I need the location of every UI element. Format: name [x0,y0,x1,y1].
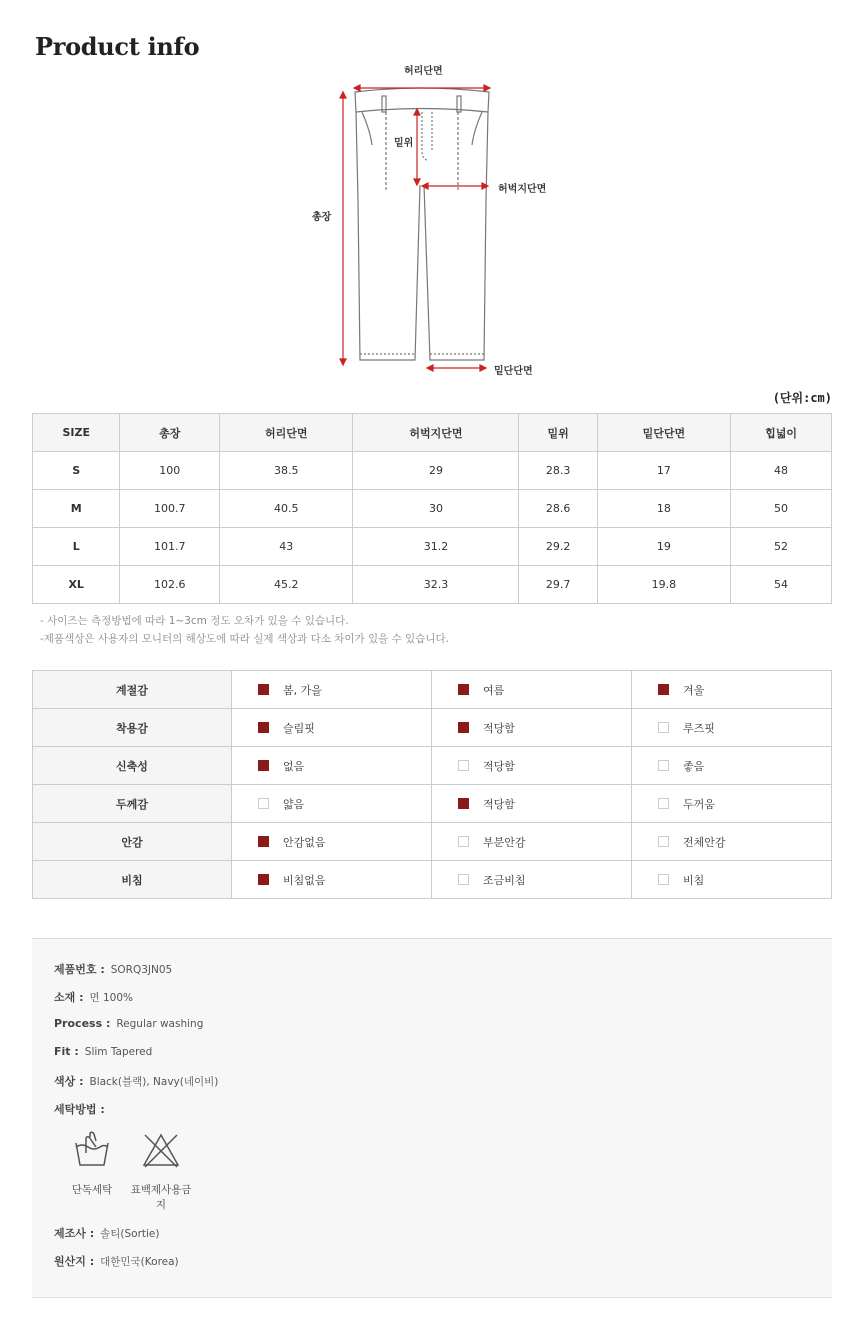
size-header-cell: 밑위 [519,414,597,452]
feel-option-label: 조금비침 [483,873,526,887]
fit-label: Fit : [54,1045,79,1058]
size-cell: 29 [353,452,519,490]
size-table [32,413,832,604]
product-no-label: 제품번호 : [54,963,105,976]
color-value: Black(블랙), Navy(네이비) [89,1076,219,1088]
checked-box-icon [658,684,669,695]
size-cell: 29.2 [519,528,597,566]
feel-option [432,823,632,861]
origin-label: 원산지 : [54,1255,95,1268]
feel-option-label: 적당함 [483,797,515,811]
checked-box-icon [458,722,469,733]
product-no-row [54,961,172,977]
feel-category: 착용감 [33,709,232,747]
feel-category: 신축성 [33,747,232,785]
size-cell: 48 [731,452,832,490]
feel-option-label: 겨울 [683,683,705,697]
feel-option [432,861,632,899]
feel-option [432,709,632,747]
unchecked-box-icon [658,874,669,885]
no-bleach-icon [141,1131,181,1171]
checked-box-icon [458,798,469,809]
size-cell: 100 [120,452,220,490]
feel-option [632,823,832,861]
feel-option-label: 루즈핏 [683,721,715,735]
wash-label: 세탁방법 : [54,1103,105,1116]
size-cell: 40.5 [220,490,353,528]
feel-option-label: 전체안감 [683,835,726,849]
origin-row [54,1253,179,1269]
size-cell: XL [33,566,120,604]
feel-row [33,785,832,823]
product-details [32,938,832,1298]
feel-row [33,861,832,899]
label-rise: 밑위 [394,138,414,149]
feel-option [232,709,432,747]
size-cell: 17 [597,452,730,490]
maker-row [54,1225,160,1241]
size-cell: 29.7 [519,566,597,604]
size-cell: 28.3 [519,452,597,490]
feel-option-label: 적당함 [483,721,515,735]
feel-option-label: 안감없음 [283,835,326,849]
feel-option [232,671,432,709]
feel-row [33,709,832,747]
table-row [33,566,832,604]
hand-wash-icon [72,1131,112,1171]
checked-box-icon [258,722,269,733]
feel-option [632,785,832,823]
size-cell: 102.6 [120,566,220,604]
size-cell: 18 [597,490,730,528]
size-cell: 28.6 [519,490,597,528]
unchecked-box-icon [458,874,469,885]
feel-option [432,747,632,785]
feel-option-label: 얇음 [283,797,305,811]
feel-option [632,671,832,709]
product-no-value: SORQ3JN05 [110,964,173,976]
feel-option [632,747,832,785]
feel-category: 계절감 [33,671,232,709]
color-row [54,1073,218,1089]
label-thigh: 허벅지단면 [498,184,547,195]
size-header-cell: 밑단단면 [597,414,730,452]
origin-value: 대한민국(Korea) [100,1256,179,1268]
size-cell: 32.3 [353,566,519,604]
material-label: 소재 : [54,991,84,1004]
feel-option [232,785,432,823]
process-value: Regular washing [116,1018,204,1030]
size-header-cell: SIZE [33,414,120,452]
wash-item-label: 단독세탁 [71,1184,113,1196]
label-hem: 밑단단면 [494,366,533,377]
unchecked-box-icon [258,798,269,809]
pants-diagram [0,0,864,400]
checked-box-icon [258,874,269,885]
feel-option-label: 슬림핏 [283,721,315,735]
feel-option [632,861,832,899]
wash-item [126,1131,196,1212]
feel-option-label: 비침 [683,873,705,887]
size-cell: 50 [731,490,832,528]
label-length: 총장 [312,212,332,223]
size-cell: 19 [597,528,730,566]
material-row [54,989,133,1005]
feel-option-label: 여름 [483,683,505,697]
unit-label: (단위:cm) [772,391,832,405]
table-row [33,528,832,566]
feel-option [232,823,432,861]
feel-option-label: 적당함 [483,759,515,773]
process-row [54,1017,203,1030]
feel-row [33,747,832,785]
size-cell: 52 [731,528,832,566]
unchecked-box-icon [458,760,469,771]
feel-category: 안감 [33,823,232,861]
feel-option-label: 부분안감 [483,835,526,849]
size-cell: L [33,528,120,566]
size-header-cell: 허리단면 [220,414,353,452]
feel-option-label: 비침없음 [283,873,326,887]
size-cell: 101.7 [120,528,220,566]
page-title: Product info [35,32,200,61]
unchecked-box-icon [658,722,669,733]
size-cell: 45.2 [220,566,353,604]
unchecked-box-icon [658,760,669,771]
size-cell: 19.8 [597,566,730,604]
fit-value: Slim Tapered [84,1046,153,1058]
wash-row [54,1101,105,1117]
feel-category: 두께감 [33,785,232,823]
pants-drawing [0,0,864,400]
size-cell: 43 [220,528,353,566]
size-cell: S [33,452,120,490]
feel-option [432,785,632,823]
material-value: 면 100% [89,992,133,1004]
maker-value: 솔티(Sortie) [100,1228,160,1240]
checked-box-icon [458,684,469,695]
feel-option-label: 좋음 [683,759,705,773]
feel-row [33,671,832,709]
size-cell: 54 [731,566,832,604]
checked-box-icon [258,760,269,771]
color-label: 색상 : [54,1075,84,1088]
unchecked-box-icon [658,798,669,809]
wash-item [62,1131,122,1197]
note-line: - 사이즈는 측정방법에 따라 1~3cm 정도 오차가 있을 수 있습니다. [40,615,349,627]
feel-table [32,670,832,899]
table-row [33,490,832,528]
note-line: -제품색상은 사용자의 모니터의 해상도에 따라 실제 색상과 다소 차이가 있을 수 있습니다. [40,633,449,645]
size-header-cell: 허벅지단면 [353,414,519,452]
maker-label: 제조사 : [54,1227,95,1240]
size-cell: 30 [353,490,519,528]
process-label: Process : [54,1017,111,1030]
size-table-header-row [33,414,832,452]
feel-category: 비침 [33,861,232,899]
feel-option-label: 두꺼움 [683,797,715,811]
feel-option-label: 없음 [283,759,305,773]
feel-option [432,671,632,709]
label-waist: 허리단면 [404,66,443,77]
size-notes [40,612,449,648]
table-row [33,452,832,490]
feel-option [632,709,832,747]
wash-item-label: 표백제사용금지 [130,1184,192,1211]
size-header-cell: 총장 [120,414,220,452]
checked-box-icon [258,836,269,847]
size-cell: 31.2 [353,528,519,566]
size-cell: 100.7 [120,490,220,528]
unchecked-box-icon [458,836,469,847]
size-cell: M [33,490,120,528]
feel-option [232,861,432,899]
fit-row [54,1045,152,1058]
feel-row [33,823,832,861]
feel-option [232,747,432,785]
size-header-cell: 힙넓이 [731,414,832,452]
feel-option-label: 봄, 가을 [283,683,322,697]
checked-box-icon [258,684,269,695]
unchecked-box-icon [658,836,669,847]
size-cell: 38.5 [220,452,353,490]
